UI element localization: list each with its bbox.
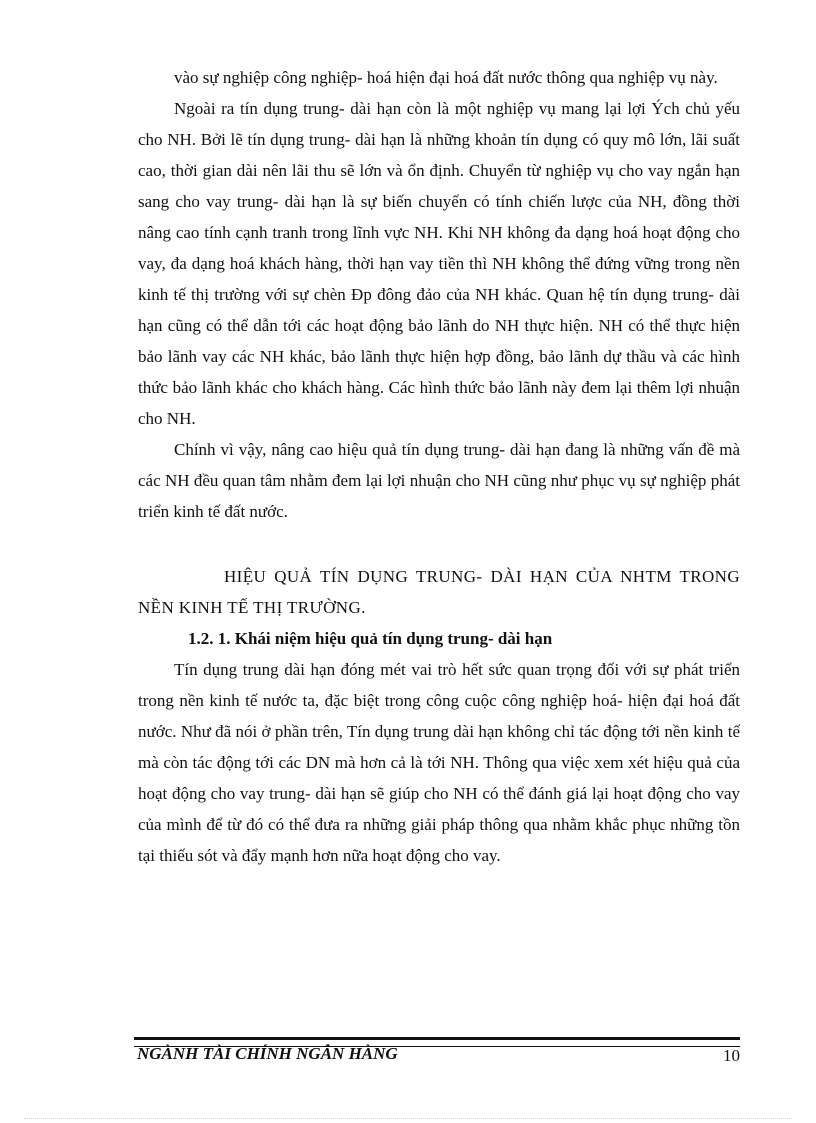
- page-number: 10: [723, 1046, 740, 1065]
- document-body: [138, 62, 740, 871]
- paragraph-conclusion: Chính vì vậy, nâng cao hiệu quả tín dụng trung- dài hạn đang là những vấn đề mà các NH đều quan tâm nhằm đem lại lợi nhuận cho NH cũng như phục vụ sự nghiệp phát triển kinh tế đất nước.: [138, 440, 740, 521]
- page-bottom-border: [24, 1118, 792, 1119]
- paragraph-continuation: vào sự nghiệp công nghiệp- hoá hiện đại hoá đất nước thông qua nghiệp vụ này.: [174, 68, 718, 87]
- subsection-heading: 1.2. 1. Khái niệm hiệu quả tín dụng trung- dài hạn: [188, 629, 553, 648]
- footer-title: NGÀNH TÀI CHÍNH NGÂN HÀNG: [137, 1044, 398, 1063]
- paragraph-definition: Tín dụng trung dài hạn đóng mét vai trò hết sức quan trọng đối với sự phát triển trong nền kinh tế nước ta, đặc biệt trong công cuộc công nghiệp hoá- hiện đại hoá đất nước. Như đã nói ở phần trên, Tín dụng trung dài hạn không chỉ tác động tới nền kinh tế mà còn tác động tới các DN mà hơn cả là tới NH. Thông qua việc xem xét hiệu quả của hoạt động cho vay trung- dài hạn sẽ giúp cho NH có thể đánh giá lại hoạt động cho vay của mình để từ đó có thể đưa ra những giải pháp thông qua nhằm khắc phục những tồn tại thiếu sót và đẩy mạnh hơn nữa hoạt động cho vay.: [138, 660, 740, 865]
- paragraph-benefits: Ngoài ra tín dụng trung- dài hạn còn là một nghiệp vụ mang lại lợi Ých chủ yếu cho NH. Bởi lẽ tín dụng trung- dài hạn là những khoản tín dụng có quy mô lớn, lãi suất cao, thời gian dài nên lãi thu sẽ lớn và ổn định. Chuyển từ nghiệp vụ cho vay ngắn hạn sang cho vay trung- dài hạn là sự biến chuyển có tính chiến lược của NH, đồng thời nâng cao tính cạnh tranh trong lĩnh vực NH. Khi NH không đa dạng hoá hoạt động cho vay, đa dạng hoá khách hàng, thời hạn vay tiền thì NH không thể đứng vững trong nền kinh tế thị trường với sự chèn Ðp đông đảo của NH khác. Quan hệ tín dụng trung- dài hạn cũng có thể dẫn tới các hoạt động bảo lãnh do NH thực hiện. NH có thể thực hiện bảo lãnh vay các NH khác, bảo lãnh thực hiện hợp đồng, bảo lãnh dự thầu và các hình thức bảo lãnh khác cho khách hàng. Các hình thức bảo lãnh này đem lại thêm lợi nhuận cho NH.: [138, 99, 740, 428]
- section-heading: HIỆU QUẢ TÍN DỤNG TRUNG- DÀI HẠN CỦA NHTM TRONG NỀN KINH TẾ THỊ TRƯỜNG.: [138, 567, 740, 617]
